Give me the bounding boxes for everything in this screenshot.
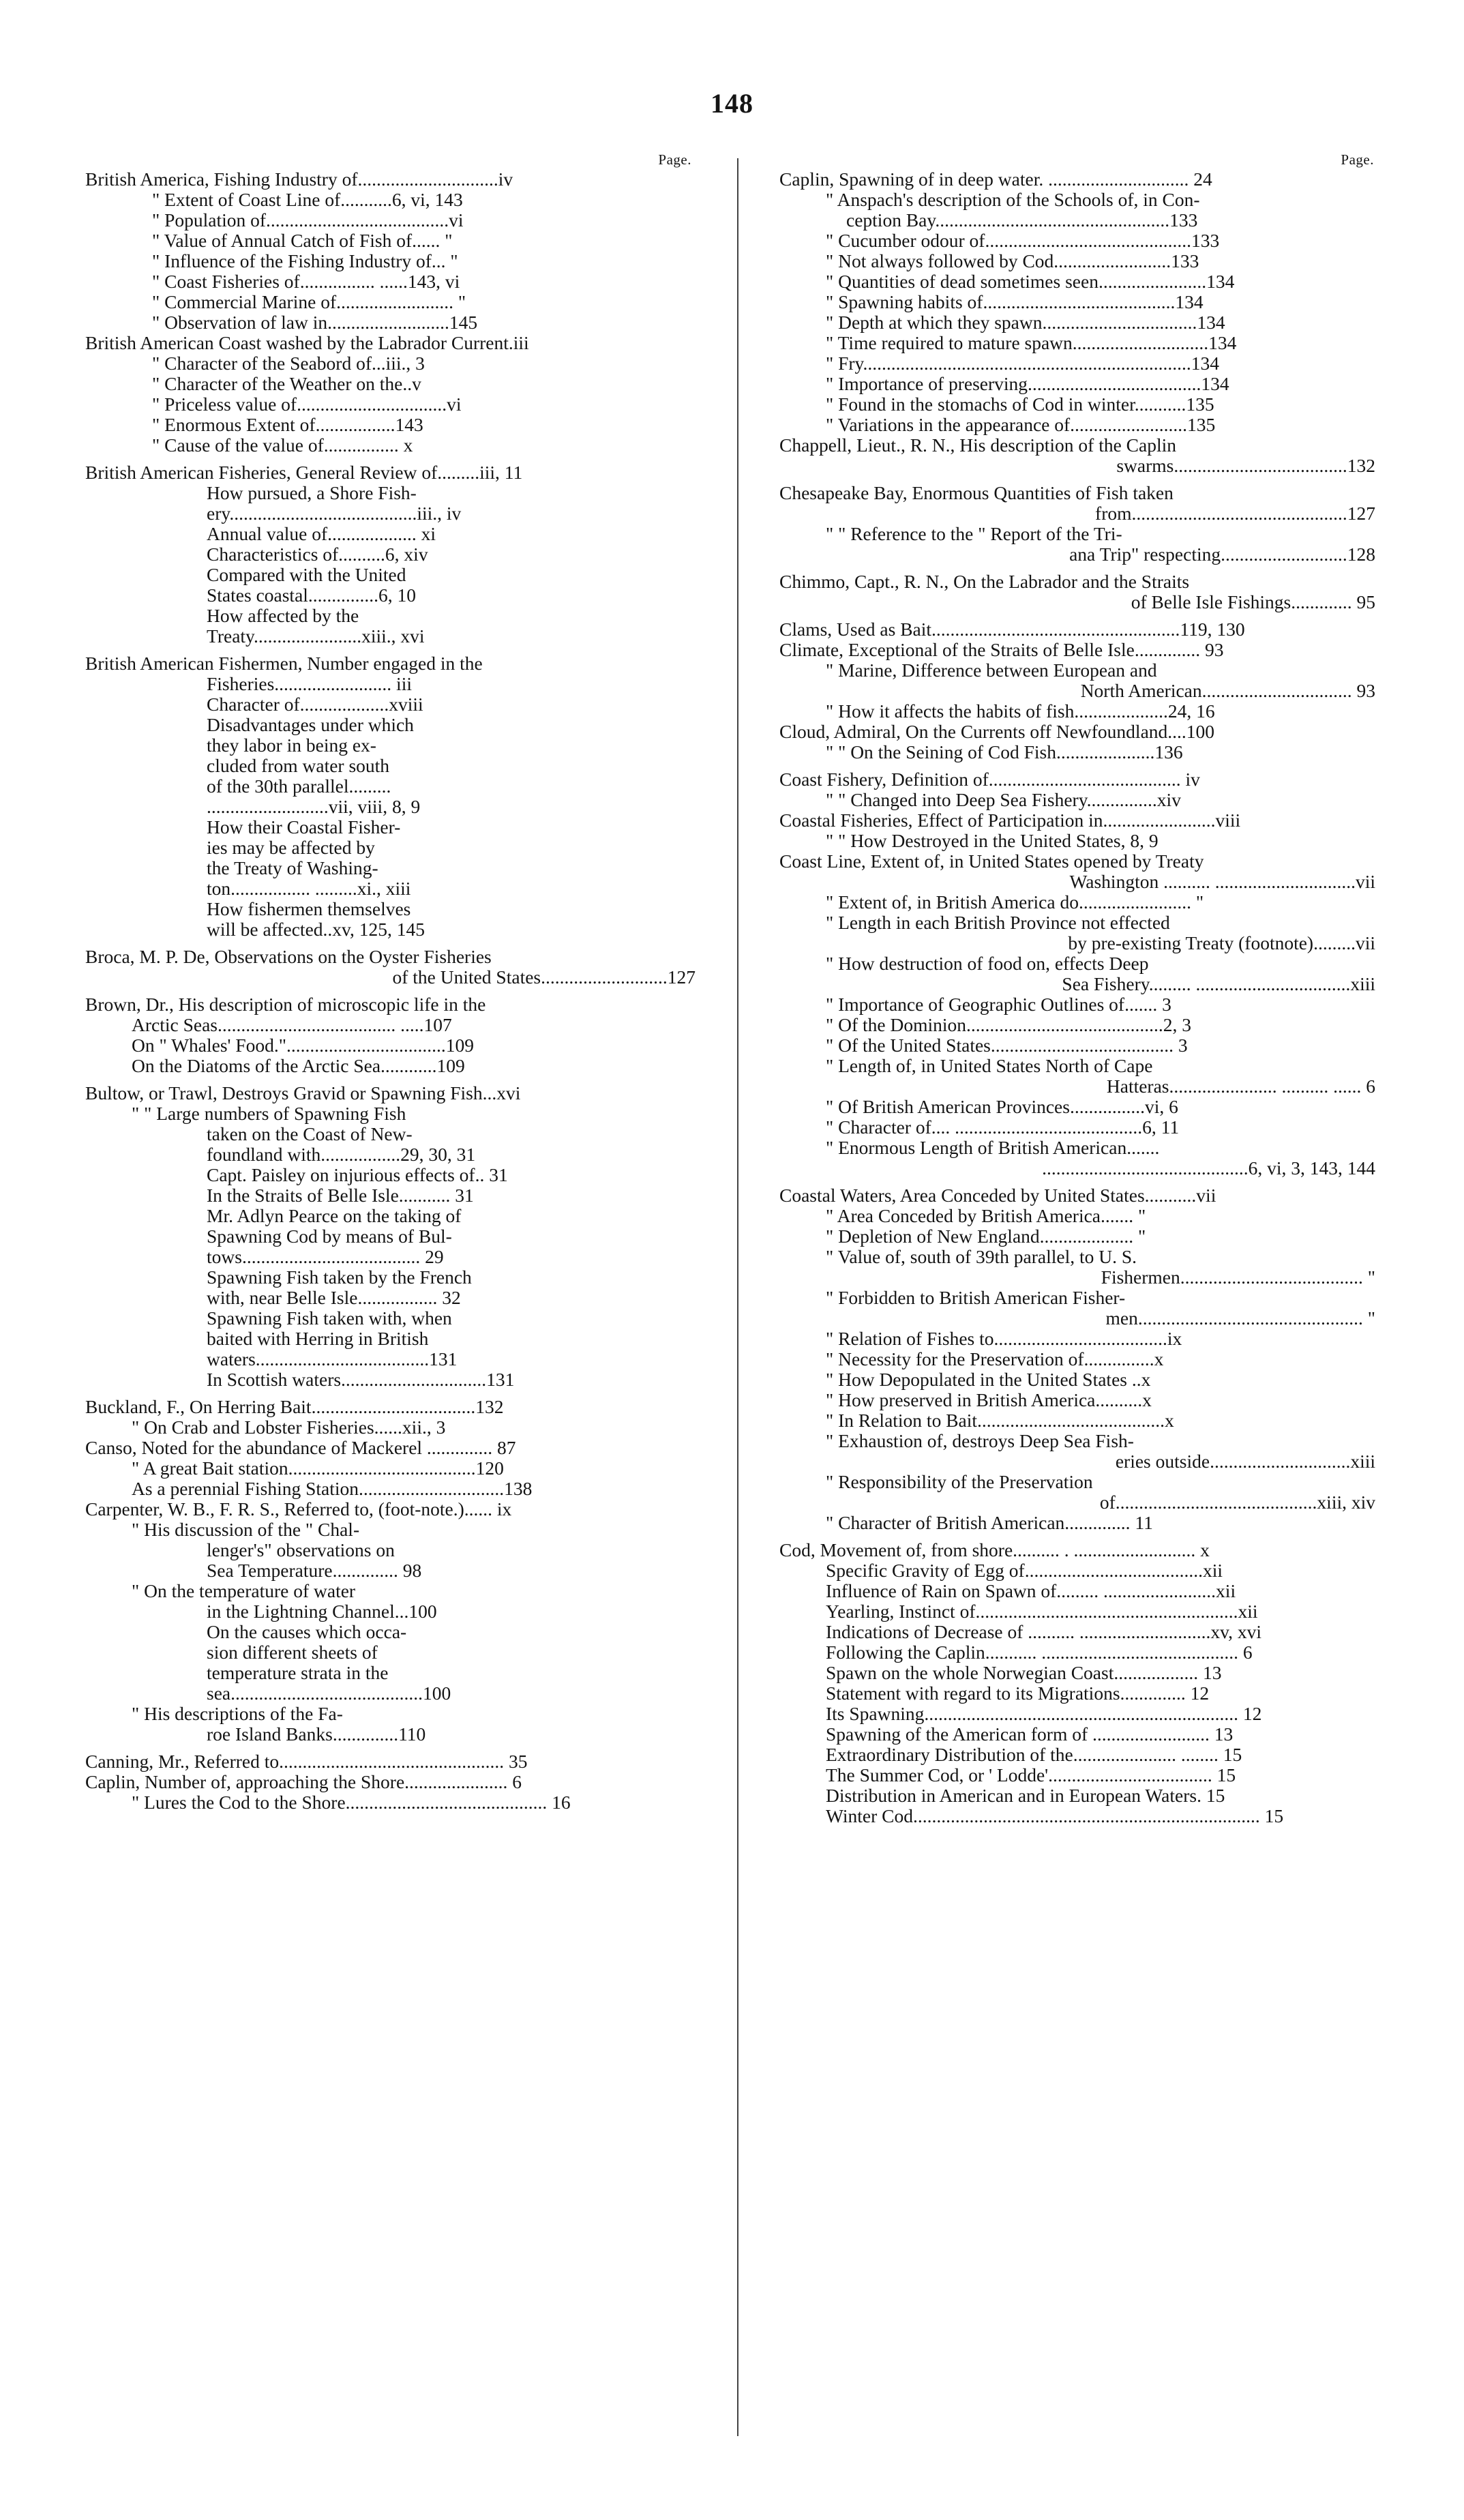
index-entry: " Commercial Marine of......................... ": [152, 292, 466, 312]
index-entry: " Character of the Weather on the..v: [152, 374, 421, 394]
index-entry: Compared with the United: [207, 565, 406, 585]
index-entry: Winter Cod.......................................................................... 15: [826, 1806, 1284, 1826]
index-entry: foundland with.................29, 30, 31: [207, 1144, 476, 1165]
index-entry-text: ............................................6, vi, 3, 143, 144: [1042, 1158, 1375, 1179]
index-entry: in the Lightning Channel...100: [207, 1601, 437, 1622]
index-entry: British American Fishermen, Number engaged in the: [85, 653, 483, 674]
index-entry: " Found in the stomachs of Cod in winter...........135: [826, 394, 1214, 415]
index-entry: Treaty.......................xiii., xvi: [207, 626, 425, 647]
index-entry: ies may be affected by: [207, 837, 375, 858]
index-entry: Chappell, Lieut., R. N., His description of the Caplin: [779, 435, 1176, 456]
index-entry: Its Spawning................................................................... 12: [826, 1704, 1262, 1724]
index-entry: British American Coast washed by the Labrador Current.iii: [85, 333, 529, 353]
index-entry: " Enormous Length of British American.......: [826, 1138, 1160, 1158]
index-entry: Disadvantages under which: [207, 715, 414, 735]
index-entry-text: of Belle Isle Fishings............. 95: [1131, 592, 1375, 612]
index-entry-text: swarms.....................................132: [1116, 456, 1375, 476]
index-entry: " Character of British American.............. 11: [826, 1513, 1153, 1533]
index-entry: [779, 1492, 1375, 1513]
index-entry-text: of the United States...........................127: [392, 967, 696, 988]
index-entry: ..........................vii, viii, 8, 9: [207, 797, 421, 817]
index-entry: with, near Belle Isle................. 32: [207, 1288, 461, 1308]
index-entry: " " How Destroyed in the United States, 8, 9: [826, 831, 1159, 851]
index-entry: Indications of Decrease of .......... ............................xv, xvi: [826, 1622, 1261, 1642]
index-entry: How pursued, a Shore Fish-: [207, 483, 417, 503]
index-entry-text: North American................................ 93: [1080, 681, 1375, 701]
index-entry-text: Fishermen....................................... ": [1101, 1267, 1375, 1288]
index-entry: How fishermen themselves: [207, 899, 411, 919]
index-entry: " Not always followed by Cod.........................133: [826, 251, 1199, 271]
index-entry: " Fry......................................................................134: [826, 353, 1220, 374]
index-entry: " Marine, Difference between European and: [826, 660, 1157, 681]
index-entry: Canso, Noted for the abundance of Mackerel .............. 87: [85, 1438, 516, 1458]
left-index-column: [85, 150, 696, 1813]
page-number: 148: [711, 88, 753, 119]
index-entry: On " Whales' Food."..................................109: [132, 1035, 475, 1056]
index-entry: Characteristics of..........6, xiv: [207, 544, 428, 565]
index-entry: Extraordinary Distribution of the...................... ........ 15: [826, 1745, 1242, 1765]
index-entry-text: ana Trip" respecting...........................128: [1069, 544, 1375, 565]
index-entry: " Of the Dominion..........................................2, 3: [826, 1015, 1191, 1035]
index-entry: British America, Fishing Industry of..............................iv: [85, 169, 513, 190]
index-entry: sea.........................................100: [207, 1683, 451, 1704]
index-entry: Clams, Used as Bait.....................................................119, 130: [779, 619, 1245, 640]
index-entry: Spawn on the whole Norwegian Coast.................. 13: [826, 1663, 1222, 1683]
index-entry-text: Washington .......... ..............................vii: [1069, 872, 1375, 892]
index-entry: " Length of, in United States North of Cape: [826, 1056, 1153, 1076]
index-entry: " Responsibility of the Preservation: [826, 1472, 1093, 1492]
index-entry: " How destruction of food on, effects Deep: [826, 953, 1149, 974]
index-entry: [779, 1308, 1375, 1329]
index-entry: On the Diatoms of the Arctic Sea............109: [132, 1056, 465, 1076]
index-entry: Coastal Waters, Area Conceded by United States...........vii: [779, 1185, 1216, 1206]
index-entry: [779, 456, 1375, 476]
index-entry: cluded from water south: [207, 756, 390, 776]
index-entry: " On the temperature of water: [132, 1581, 356, 1601]
page-column-label: Page.: [658, 151, 691, 168]
index-entry: " Of the United States....................................... 3: [826, 1035, 1188, 1056]
index-entry: " Enormous Extent of.................143: [152, 415, 423, 435]
index-entry: " Extent of Coast Line of...........6, vi, 143: [152, 190, 463, 210]
index-entry: Cloud, Admiral, On the Currents off Newfoundland....100: [779, 722, 1215, 742]
index-entry: " Area Conceded by British America....... ": [826, 1206, 1146, 1226]
index-entry: Spawning of the American form of ......................... 13: [826, 1724, 1234, 1745]
index-entry: ery........................................iii., iv: [207, 503, 462, 524]
index-entry: " Observation of law in..........................145: [152, 312, 478, 333]
index-entry: [779, 544, 1375, 565]
index-entry: Chimmo, Capt., R. N., On the Labrador and the Straits: [779, 572, 1190, 592]
index-entry: " Cause of the value of................ x: [152, 435, 413, 456]
index-entry: Cod, Movement of, from shore.......... . .......................... x: [779, 1540, 1210, 1560]
index-entry: " His discussion of the " Chal-: [132, 1520, 360, 1540]
index-entry: Distribution in American and in European Waters. 15: [826, 1785, 1225, 1806]
index-entry: sion different sheets of: [207, 1642, 378, 1663]
right-index-column: [779, 150, 1375, 1826]
index-entry: Caplin, Spawning of in deep water. .............................. 24: [779, 169, 1212, 190]
index-entry: " Priceless value of................................vi: [152, 394, 462, 415]
index-entry: " " Changed into Deep Sea Fishery...............xiv: [826, 790, 1181, 810]
index-entry: ception Bay..................................................133: [846, 210, 1198, 231]
index-entry: The Summer Cod, or ' Lodde'................................... 15: [826, 1765, 1236, 1785]
index-entry: Coastal Fisheries, Effect of Participation in........................viii: [779, 810, 1241, 831]
index-entry: British American Fisheries, General Review of.........iii, 11: [85, 462, 523, 483]
index-entry: roe Island Banks..............110: [207, 1724, 426, 1745]
index-entry: " Cucumber odour of............................................133: [826, 231, 1220, 251]
index-entry: ton................. .........xi., xiii: [207, 878, 411, 899]
index-entry: Influence of Rain on Spawn of......... ........................xii: [826, 1581, 1236, 1601]
index-entry: Coast Fishery, Definition of......................................... iv: [779, 769, 1200, 790]
index-entry: " Population of.......................................vi: [152, 210, 464, 231]
index-entry-text: eries outside..............................xiii: [1115, 1451, 1375, 1472]
index-entry: Capt. Paisley on injurious effects of.. 31: [207, 1165, 508, 1185]
index-entry: " Quantities of dead sometimes seen.......................134: [826, 271, 1235, 292]
index-entry: the Treaty of Washing-: [207, 858, 378, 878]
index-entry: " Lures the Cod to the Shore........................................... 16: [132, 1792, 571, 1813]
index-entry: of the 30th parallel.........: [207, 776, 391, 797]
index-entry: How their Coastal Fisher-: [207, 817, 401, 837]
index-entry: " Extent of, in British America do........................ ": [826, 892, 1204, 913]
index-entry: " Depth at which they spawn.................................134: [826, 312, 1225, 333]
index-entry: " Time required to mature spawn.............................134: [826, 333, 1237, 353]
index-entry-text: men................................................ ": [1105, 1308, 1375, 1329]
index-entry: States coastal...............6, 10: [207, 585, 417, 606]
index-entry: [779, 1158, 1375, 1179]
index-entry: Coast Line, Extent of, in United States opened by Treaty: [779, 851, 1204, 872]
index-entry: Carpenter, W. B., F. R. S., Referred to, (foot-note.)...... ix: [85, 1499, 512, 1520]
index-entry: Specific Gravity of Egg of......................................xii: [826, 1560, 1223, 1581]
index-entry-text: from..............................................127: [1095, 503, 1375, 524]
page-column-label: Page.: [1341, 151, 1374, 168]
index-entry: Statement with regard to its Migrations.............. 12: [826, 1683, 1210, 1704]
index-entry: " Importance of preserving.....................................134: [826, 374, 1229, 394]
index-entry: " Of British American Provinces................vi, 6: [826, 1097, 1178, 1117]
index-entry: " In Relation to Bait........................................x: [826, 1410, 1174, 1431]
index-entry: waters.....................................131: [207, 1349, 458, 1369]
index-entry: " Value of Annual Catch of Fish of...... ": [152, 231, 453, 251]
index-entry: Buckland, F., On Herring Bait...................................132: [85, 1397, 504, 1417]
index-entry: " " Reference to the " Report of the Tri-: [826, 524, 1122, 544]
index-entry: tows...................................... 29: [207, 1247, 444, 1267]
index-entry: [779, 503, 1375, 524]
index-entry: Canning, Mr., Referred to................................................ 35: [85, 1751, 528, 1772]
index-entry-text: Hatteras....................... .......... ...... 6: [1106, 1076, 1375, 1097]
index-entry: lenger's" observations on: [207, 1540, 395, 1560]
index-entry: " Length in each British Province not effected: [826, 913, 1170, 933]
index-entry: " Depletion of New England.................... ": [826, 1226, 1146, 1247]
index-entry: " Coast Fisheries of................ ......143, vi: [152, 271, 460, 292]
index-entry: Fisheries......................... iii: [207, 674, 412, 694]
index-entry: Caplin, Number of, approaching the Shore...................... 6: [85, 1772, 522, 1792]
index-entry: In the Straits of Belle Isle........... 31: [207, 1185, 474, 1206]
index-entry: " Influence of the Fishing Industry of... ": [152, 251, 458, 271]
index-entry: [779, 592, 1375, 612]
index-entry: Bultow, or Trawl, Destroys Gravid or Spawning Fish...xvi: [85, 1083, 521, 1103]
index-entry: " How Depopulated in the United States ..x: [826, 1369, 1151, 1390]
index-entry: taken on the Coast of New-: [207, 1124, 413, 1144]
index-entry: [779, 933, 1375, 953]
index-entry: " On Crab and Lobster Fisheries......xii., 3: [132, 1417, 446, 1438]
index-entry: Spawning Fish taken by the French: [207, 1267, 472, 1288]
index-entry: baited with Herring in British: [207, 1329, 429, 1349]
index-entry: Annual value of................... xi: [207, 524, 436, 544]
index-entry: [779, 974, 1375, 994]
index-entry: " How preserved in British America..........x: [826, 1390, 1152, 1410]
index-entry: " Value of, south of 39th parallel, to U. S.: [826, 1247, 1137, 1267]
index-entry: [779, 872, 1375, 892]
index-entry: " " On the Seining of Cod Fish.....................136: [826, 742, 1183, 762]
index-entry: Spawning Cod by means of Bul-: [207, 1226, 452, 1247]
index-entry: " Exhaustion of, destroys Deep Sea Fish-: [826, 1431, 1134, 1451]
index-entry: [779, 1267, 1375, 1288]
index-entry: On the causes which occa-: [207, 1622, 407, 1642]
index-entry: " Spawning habits of.........................................134: [826, 292, 1204, 312]
index-entry: [779, 681, 1375, 701]
index-entry-text: by pre-existing Treaty (footnote).........vii: [1068, 933, 1375, 953]
index-entry: Character of...................xviii: [207, 694, 423, 715]
index-entry: " How it affects the habits of fish....................24, 16: [826, 701, 1215, 722]
index-entry: As a perennial Fishing Station...............................138: [132, 1479, 533, 1499]
index-entry: Broca, M. P. De, Observations on the Oyster Fisheries: [85, 947, 492, 967]
index-entry: " Character of the Seabord of...iii., 3: [152, 353, 425, 374]
index-entry: Brown, Dr., His description of microscopic life in the: [85, 994, 486, 1015]
index-entry: Sea Temperature.............. 98: [207, 1560, 422, 1581]
index-entry: " Character of.... ........................................6, 11: [826, 1117, 1180, 1138]
index-entry: " Forbidden to British American Fisher-: [826, 1288, 1126, 1308]
index-entry: How affected by the: [207, 606, 359, 626]
index-entry: " Importance of Geographic Outlines of....... 3: [826, 994, 1171, 1015]
index-entry: [85, 967, 696, 988]
index-entry: Yearling, Instinct of........................................................xii: [826, 1601, 1258, 1622]
index-entry: " Relation of Fishes to.....................................ix: [826, 1329, 1182, 1349]
right-index-entries: [779, 169, 1375, 1826]
index-entry: " Anspach's description of the Schools of, in Con-: [826, 190, 1200, 210]
index-entry: temperature strata in the: [207, 1663, 389, 1683]
index-entry-text: of...........................................xiii, xiv: [1099, 1492, 1375, 1513]
left-index-entries: [85, 169, 696, 1813]
index-entry: Mr. Adlyn Pearce on the taking of: [207, 1206, 462, 1226]
index-entry: " Necessity for the Preservation of...............x: [826, 1349, 1164, 1369]
index-entry: " A great Bait station........................................120: [132, 1458, 504, 1479]
index-entry: [779, 1076, 1375, 1097]
index-entry-text: Sea Fishery......... .................................xiii: [1062, 974, 1375, 994]
column-divider: [737, 158, 738, 2436]
index-entry: Chesapeake Bay, Enormous Quantities of Fish taken: [779, 483, 1174, 503]
index-entry: Following the Caplin........... .......................................... 6: [826, 1642, 1253, 1663]
index-entry: " His descriptions of the Fa-: [132, 1704, 343, 1724]
index-entry: " Variations in the appearance of.........................135: [826, 415, 1216, 435]
index-entry: Climate, Exceptional of the Straits of Belle Isle.............. 93: [779, 640, 1224, 660]
index-entry: In Scottish waters...............................131: [207, 1369, 515, 1390]
index-entry: Spawning Fish taken with, when: [207, 1308, 452, 1329]
index-entry: will be affected..xv, 125, 145: [207, 919, 425, 940]
index-entry: they labor in being ex-: [207, 735, 376, 756]
index-entry: Arctic Seas...................................... .....107: [132, 1015, 452, 1035]
index-entry: [779, 1451, 1375, 1472]
index-entry: " " Large numbers of Spawning Fish: [132, 1103, 406, 1124]
